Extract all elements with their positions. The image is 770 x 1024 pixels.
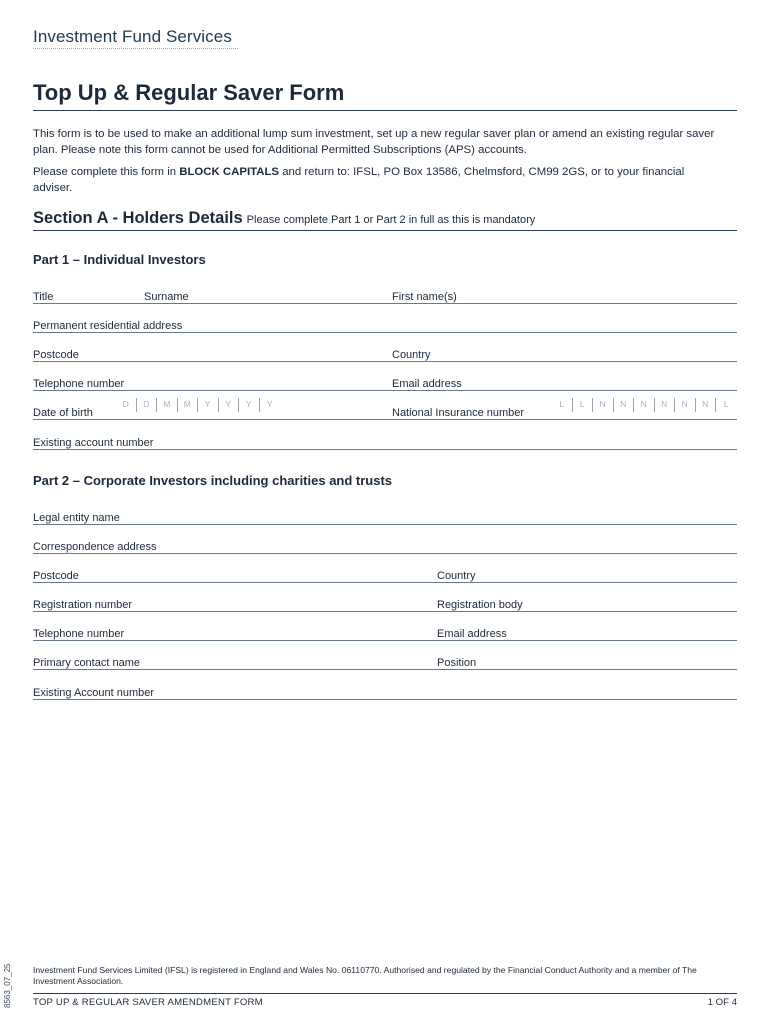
- ni-box[interactable]: N: [634, 398, 655, 412]
- footer-divider: [33, 993, 737, 994]
- telephone-field-label: Telephone number: [33, 378, 125, 390]
- brand-underline: [33, 48, 238, 49]
- section-a-title: Section A - Holders Details: [33, 209, 243, 227]
- primary-contact-label: Primary contact name: [33, 657, 140, 669]
- corp-country-label: Country: [437, 570, 476, 582]
- first-names-field-label: First name(s): [392, 291, 457, 303]
- intro-paragraph-2: [33, 164, 723, 196]
- email-field-label: Email address: [392, 378, 462, 390]
- ni-box[interactable]: N: [675, 398, 696, 412]
- block-capitals-emphasis: BLOCK CAPITALS: [179, 166, 280, 178]
- correspondence-address-field[interactable]: [33, 538, 737, 554]
- registration-row: [33, 596, 737, 612]
- country-field-label: Country: [392, 349, 431, 361]
- dob-field-label: Date of birth: [33, 407, 93, 419]
- dob-box[interactable]: Y: [219, 398, 240, 412]
- section-a-note: Please complete Part 1 or Part 2 in full as this is mandatory: [246, 214, 536, 226]
- corp-postcode-country-row: [33, 567, 737, 583]
- corp-postcode-label: Postcode: [33, 570, 79, 582]
- ni-box[interactable]: N: [614, 398, 635, 412]
- residential-address-label: Permanent residential address: [33, 320, 183, 332]
- ni-field-label: National Insurance number: [392, 407, 525, 419]
- intro-paragraph-2-suffix: and return to: IFSL, PO Box 13586, Chelmsford, CM99 2GS, or to your financial adviser.: [33, 166, 685, 194]
- footer-form-name: TOP UP & REGULAR SAVER AMENDMENT FORM: [33, 997, 263, 1008]
- legal-entity-field[interactable]: [33, 509, 737, 525]
- telephone-email-row: [33, 375, 737, 391]
- intro-paragraph-1: This form is to be used to make an additional lump sum investment, set up a new regular saver plan or amend an existing regular saver plan. Please note this form cannot be used for Additional Permitted Subscriptions (APS) accounts.: [33, 128, 715, 156]
- dob-boxes[interactable]: [116, 398, 280, 412]
- corp-email-label: Email address: [437, 628, 507, 640]
- document-code: 8563_07_25: [3, 963, 12, 1008]
- dob-box[interactable]: Y: [266, 399, 273, 409]
- section-a-divider: [33, 230, 737, 231]
- ni-box[interactable]: L: [573, 398, 594, 412]
- postcode-country-row: [33, 346, 737, 362]
- ni-box[interactable]: L: [723, 399, 729, 409]
- surname-field-label: Surname: [144, 291, 189, 303]
- existing-account-label: Existing account number: [33, 437, 154, 449]
- dob-ni-row: [33, 399, 737, 420]
- correspondence-address-label: Correspondence address: [33, 541, 157, 553]
- dob-box[interactable]: M: [178, 398, 199, 412]
- corp-existing-account-field[interactable]: [33, 684, 737, 700]
- dob-box[interactable]: Y: [239, 398, 260, 412]
- residential-address-field[interactable]: [33, 317, 737, 333]
- corp-telephone-label: Telephone number: [33, 628, 125, 640]
- footer-page-number: 1 OF 4: [707, 997, 737, 1008]
- ni-box[interactable]: N: [593, 398, 614, 412]
- brand-logo-text: Investment Fund Services: [33, 27, 232, 46]
- section-a-heading: [33, 209, 535, 228]
- part1-heading: Part 1 – Individual Investors: [33, 252, 206, 267]
- intro-paragraph-2-prefix: Please complete this form in: [33, 166, 180, 178]
- position-label: Position: [437, 657, 477, 669]
- contact-position-row: [33, 654, 737, 670]
- dob-box[interactable]: D: [137, 398, 158, 412]
- legal-entity-label: Legal entity name: [33, 512, 120, 524]
- footer-legal-text: Investment Fund Services Limited (IFSL) is registered in England and Wales No. 06110770. Authorised and regulated by the Financial Conduct Authority and a member of The Investment Association.: [33, 965, 697, 986]
- ni-boxes[interactable]: [552, 398, 737, 412]
- dob-box[interactable]: Y: [198, 398, 219, 412]
- title-divider: [33, 110, 737, 111]
- registration-number-label: Registration number: [33, 599, 133, 611]
- dob-box[interactable]: M: [157, 398, 178, 412]
- ni-box[interactable]: N: [655, 398, 676, 412]
- page-title: Top Up & Regular Saver Form: [33, 80, 345, 105]
- ni-box[interactable]: N: [696, 398, 717, 412]
- existing-account-field[interactable]: [33, 434, 737, 450]
- name-row: [33, 288, 737, 304]
- corp-telephone-email-row: [33, 625, 737, 641]
- dob-box[interactable]: D: [116, 398, 137, 412]
- title-field-label: Title: [33, 291, 54, 303]
- part2-heading: Part 2 – Corporate Investors including charities and trusts: [33, 473, 393, 488]
- ni-box[interactable]: L: [552, 398, 573, 412]
- postcode-field-label: Postcode: [33, 349, 79, 361]
- registration-body-label: Registration body: [437, 599, 523, 611]
- corp-existing-account-label: Existing Account number: [33, 687, 155, 699]
